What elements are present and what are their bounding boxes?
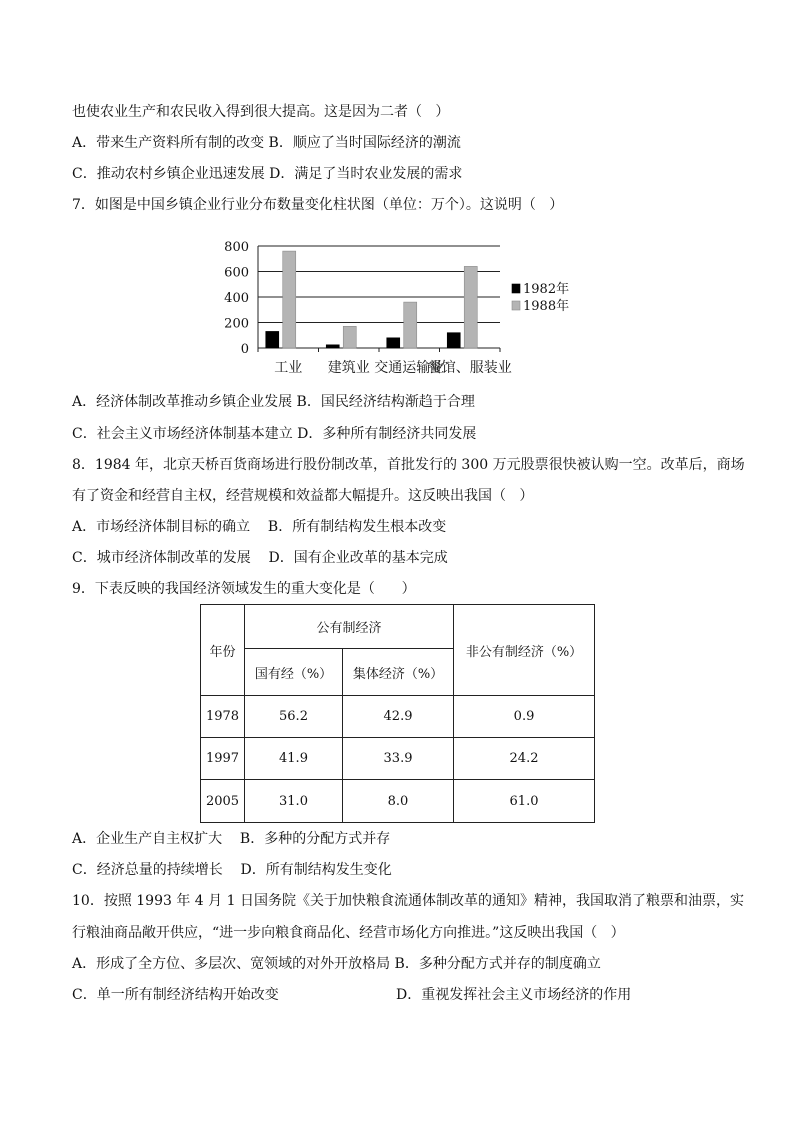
- header-collective: 集体经济（%）: [343, 649, 454, 696]
- x-tick-label: 餐馆、服装业: [427, 360, 512, 376]
- y-tick-label: 200: [224, 316, 249, 332]
- bar-chart-svg: [215, 228, 575, 383]
- cell-state: 41.9: [245, 738, 343, 780]
- y-tick-label: 0: [240, 342, 249, 357]
- bar: [326, 345, 339, 348]
- legend-swatch: [512, 301, 520, 310]
- cell-year: 1978: [201, 696, 245, 738]
- q8-options-cd: C．城市经济体制改革的发展 D．国有企业改革的基本完成: [72, 550, 448, 566]
- q10-stem-line2: 行粮油商品敞开供应，“进一步向粮食商品化、经营市场化方向推进。”这反映出我国（ ）: [72, 925, 625, 941]
- q10-options-ab: A．形成了全方位、多层次、宽领域的对外开放格局 B．多种分配方式并存的制度确立: [72, 956, 601, 972]
- header-nonpublic: 非公有制经济（%）: [454, 605, 595, 696]
- q10-stem-line1: 10．按照 1993 年 4 月 1 日国务院《关于加快粮食流通体制改革的通知》精神，我国取消了粮票和油票，实: [72, 893, 744, 909]
- q9-options-ab: A．企业生产自主权扩大 B．多种的分配方式并存: [72, 831, 391, 847]
- q8-stem-line2: 有了资金和经营自主权，经营规模和效益都大幅提升。这反映出我国（ ）: [72, 488, 534, 504]
- legend-label: 1988年: [523, 299, 570, 314]
- y-tick-label: 400: [224, 291, 249, 306]
- table-row: [201, 696, 595, 738]
- q7-options-ab: A．经济体制改革推动乡镇企业发展 B．国民经济结构渐趋于合理: [72, 394, 475, 410]
- cell-collective: 33.9: [343, 738, 454, 780]
- x-tick-label: 交通运输业: [374, 360, 445, 376]
- q6-options-ab: A．带来生产资料所有制的改变 B．顺应了当时国际经济的潮流: [72, 135, 461, 151]
- bar: [464, 266, 477, 348]
- q8-stem-line1: 8．1984 年，北京天桥百货商场进行股份制改革，首批发行的 300 万元股票很快被认购一空。改革后，商场: [72, 457, 745, 473]
- legend-swatch: [512, 284, 520, 293]
- legend-label: 1982年: [523, 282, 570, 297]
- q6-stem: 也使农业生产和农民收入得到很大提高。这是因为二者（ ）: [72, 104, 450, 120]
- q7-options-cd: C．社会主义市场经济体制基本建立 D．多种所有制经济共同发展: [72, 426, 477, 442]
- header-public: 公有制经济: [245, 605, 454, 649]
- table-row: [201, 738, 595, 780]
- cell-nonpublic: 61.0: [454, 780, 595, 823]
- q9-options-cd: C．经济总量的持续增长 D．所有制结构发生变化: [72, 862, 392, 878]
- bar: [283, 251, 296, 348]
- x-tick-label: 建筑业: [327, 360, 370, 376]
- bar: [447, 333, 460, 348]
- cell-state: 56.2: [245, 696, 343, 738]
- bar: [266, 331, 279, 348]
- economy-table: [200, 604, 595, 823]
- cell-nonpublic: 0.9: [454, 696, 595, 738]
- bar: [343, 326, 356, 348]
- y-tick-label: 600: [224, 265, 249, 281]
- header-state: 国有经（%）: [245, 649, 343, 696]
- q10-option-c: C．单一所有制经济结构开始改变: [72, 987, 279, 1003]
- q7-stem: 7．如图是中国乡镇企业行业分布数量变化柱状图（单位：万个）。这说明（ ）: [72, 197, 564, 213]
- q6-options-cd: C．推动农村乡镇企业迅速发展 D．满足了当时农业发展的需求: [72, 166, 463, 182]
- header-year: 年份: [201, 605, 245, 696]
- table-row: [201, 780, 595, 823]
- y-tick-label: 800: [224, 240, 249, 255]
- cell-collective: 42.9: [343, 696, 454, 738]
- q9-stem: 9．下表反映的我国经济领域发生的重大变化是（ ）: [72, 581, 416, 597]
- bar: [387, 338, 400, 348]
- q8-options-ab: A．市场经济体制目标的确立 B．所有制结构发生根本改变: [72, 519, 447, 535]
- q10-option-d: D．重视发挥社会主义市场经济的作用: [396, 987, 632, 1003]
- bar: [404, 302, 417, 348]
- cell-year: 1997: [201, 738, 245, 780]
- cell-state: 31.0: [245, 780, 343, 823]
- cell-collective: 8.0: [343, 780, 454, 823]
- x-tick-label: 工业: [274, 360, 303, 376]
- cell-year: 2005: [201, 780, 245, 823]
- cell-nonpublic: 24.2: [454, 738, 595, 780]
- bar-chart: [215, 228, 575, 383]
